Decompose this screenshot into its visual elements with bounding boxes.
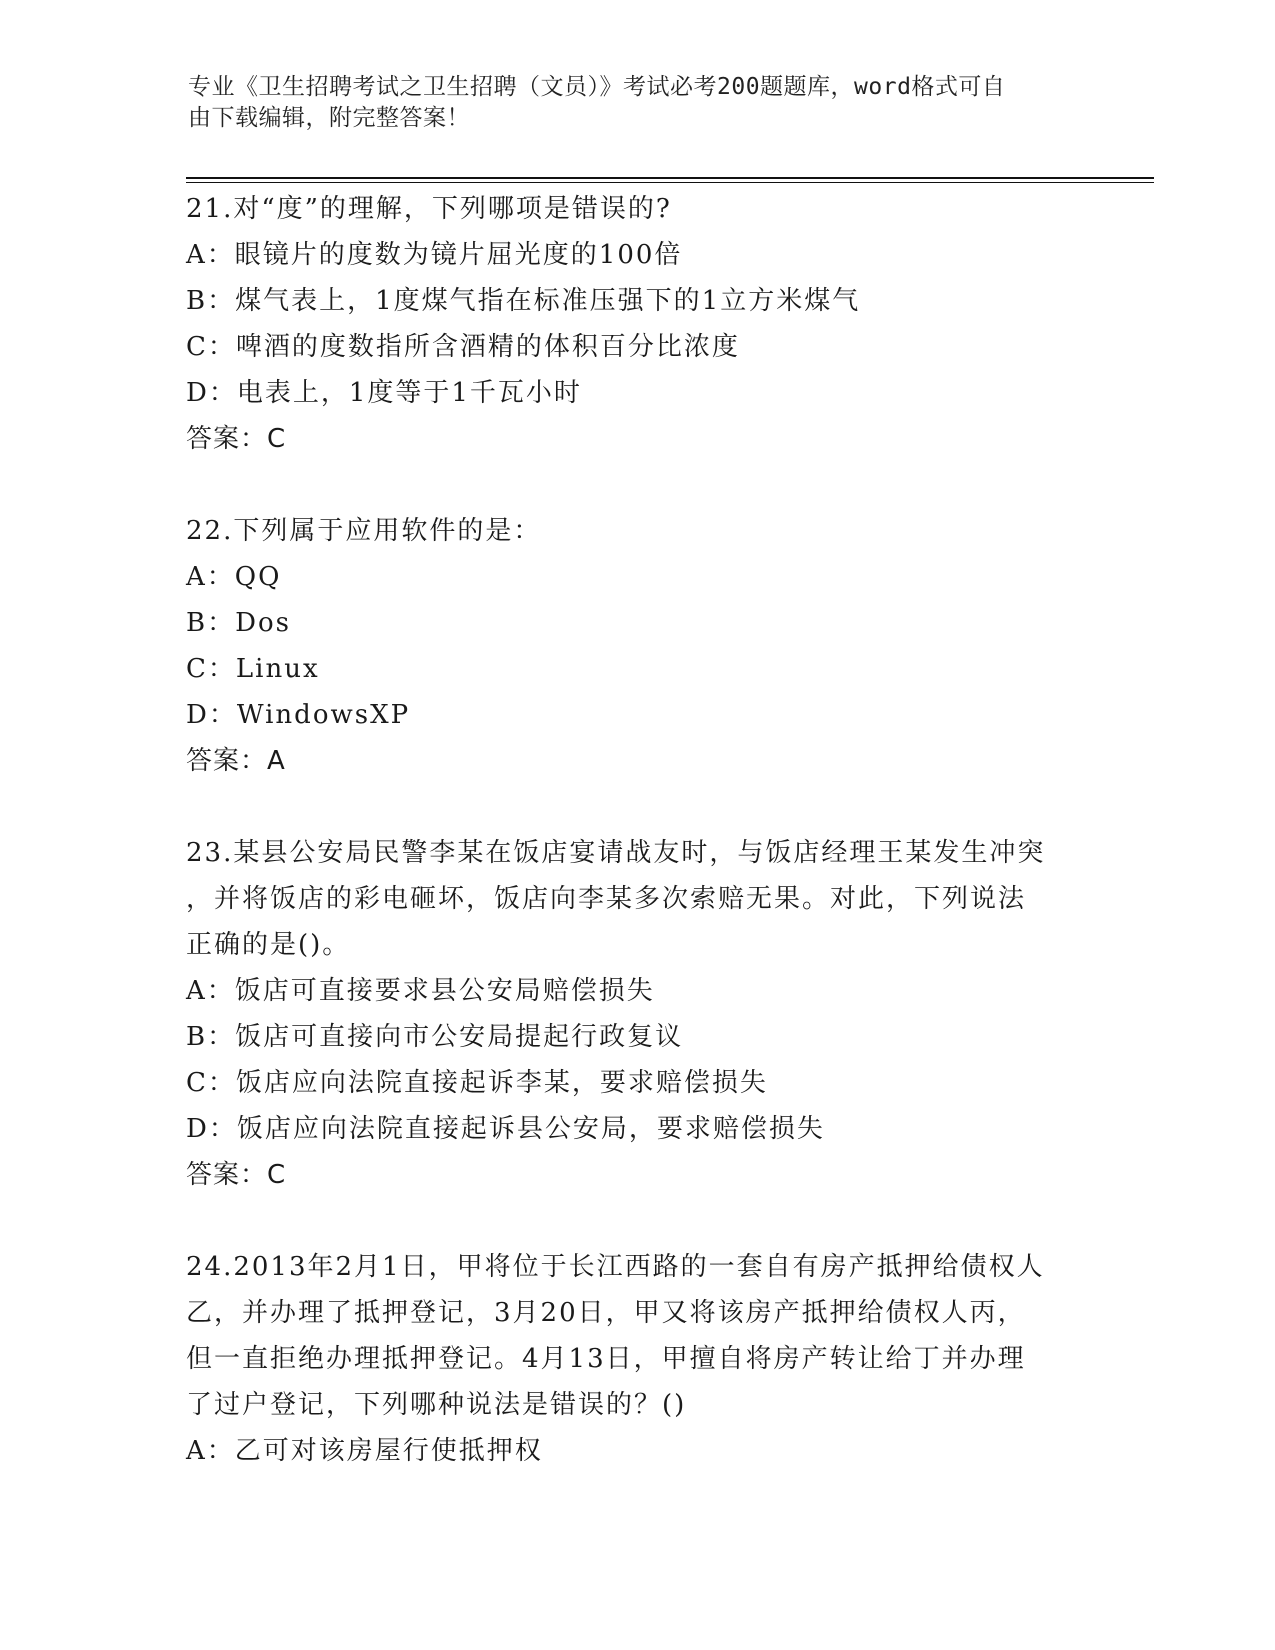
header-line-1: 专业《卫生招聘考试之卫生招聘（文员）》考试必考200题题库，word格式可自 [188,74,1006,100]
spacer [186,462,1086,508]
option-a: A：QQ [186,562,282,592]
option-a: A：乙可对该房屋行使抵押权 [186,1436,543,1466]
question-stem-line-4: 了过户登记，下列哪种说法是错误的？() [186,1390,687,1420]
option-d: D：WindowsXP [186,700,411,730]
question-stem-line-1: 24.2013年2月1日，甲将位于长江西路的一套自有房产抵押给债权人 [186,1252,1045,1282]
option-d: D：饭店应向法院直接起诉县公安局，要求赔偿损失 [186,1114,825,1144]
option-c: C：啤酒的度数指所含酒精的体积百分比浓度 [186,332,740,362]
option-b: B：煤气表上，1度煤气指在标准压强下的1立方米煤气 [186,286,861,316]
option-b: B：饭店可直接向市公安局提起行政复议 [186,1022,684,1052]
header-rule-thick [186,177,1154,179]
answer-line: 答案：C [186,424,287,454]
answer-line: 答案：A [186,746,286,776]
option-a: A：眼镜片的度数为镜片屈光度的100倍 [186,240,683,270]
question-stem: 22.下列属于应用软件的是： [186,516,542,546]
question-stem: 21.对“度”的理解，下列哪项是错误的? [186,194,672,224]
answer-line: 答案：C [186,1160,287,1190]
option-a: A：饭店可直接要求县公安局赔偿损失 [186,976,655,1006]
spacer [186,784,1086,830]
option-d: D：电表上，1度等于1千瓦小时 [186,378,582,408]
question-stem-line-2: 乙，并办理了抵押登记，3月20日，甲又将该房产抵押给债权人丙， [186,1298,1026,1328]
question-23 [186,830,1086,1198]
option-b: B：Dos [186,608,291,638]
question-list [186,186,1086,1474]
option-c: C：Linux [186,654,320,684]
header-line-2: 由下载编辑，附完整答案！ [188,105,470,131]
header-rule-thin [186,182,1154,183]
question-21 [186,186,1086,462]
question-stem-line-2: ，并将饭店的彩电砸坏，饭店向李某多次索赔无果。对此，下列说法 [186,884,1027,914]
question-24 [186,1244,1086,1474]
document-header [188,72,1078,134]
question-stem-line-1: 23.某县公安局民警李某在饭店宴请战友时，与饭店经理王某发生冲突 [186,838,1046,868]
question-stem-line-3: 但一直拒绝办理抵押登记。4月13日，甲擅自将房产转让给丁并办理 [186,1344,1026,1374]
question-22 [186,508,1086,784]
spacer [186,1198,1086,1244]
option-c: C：饭店应向法院直接起诉李某，要求赔偿损失 [186,1068,768,1098]
question-stem-line-3: 正确的是()。 [186,930,351,960]
